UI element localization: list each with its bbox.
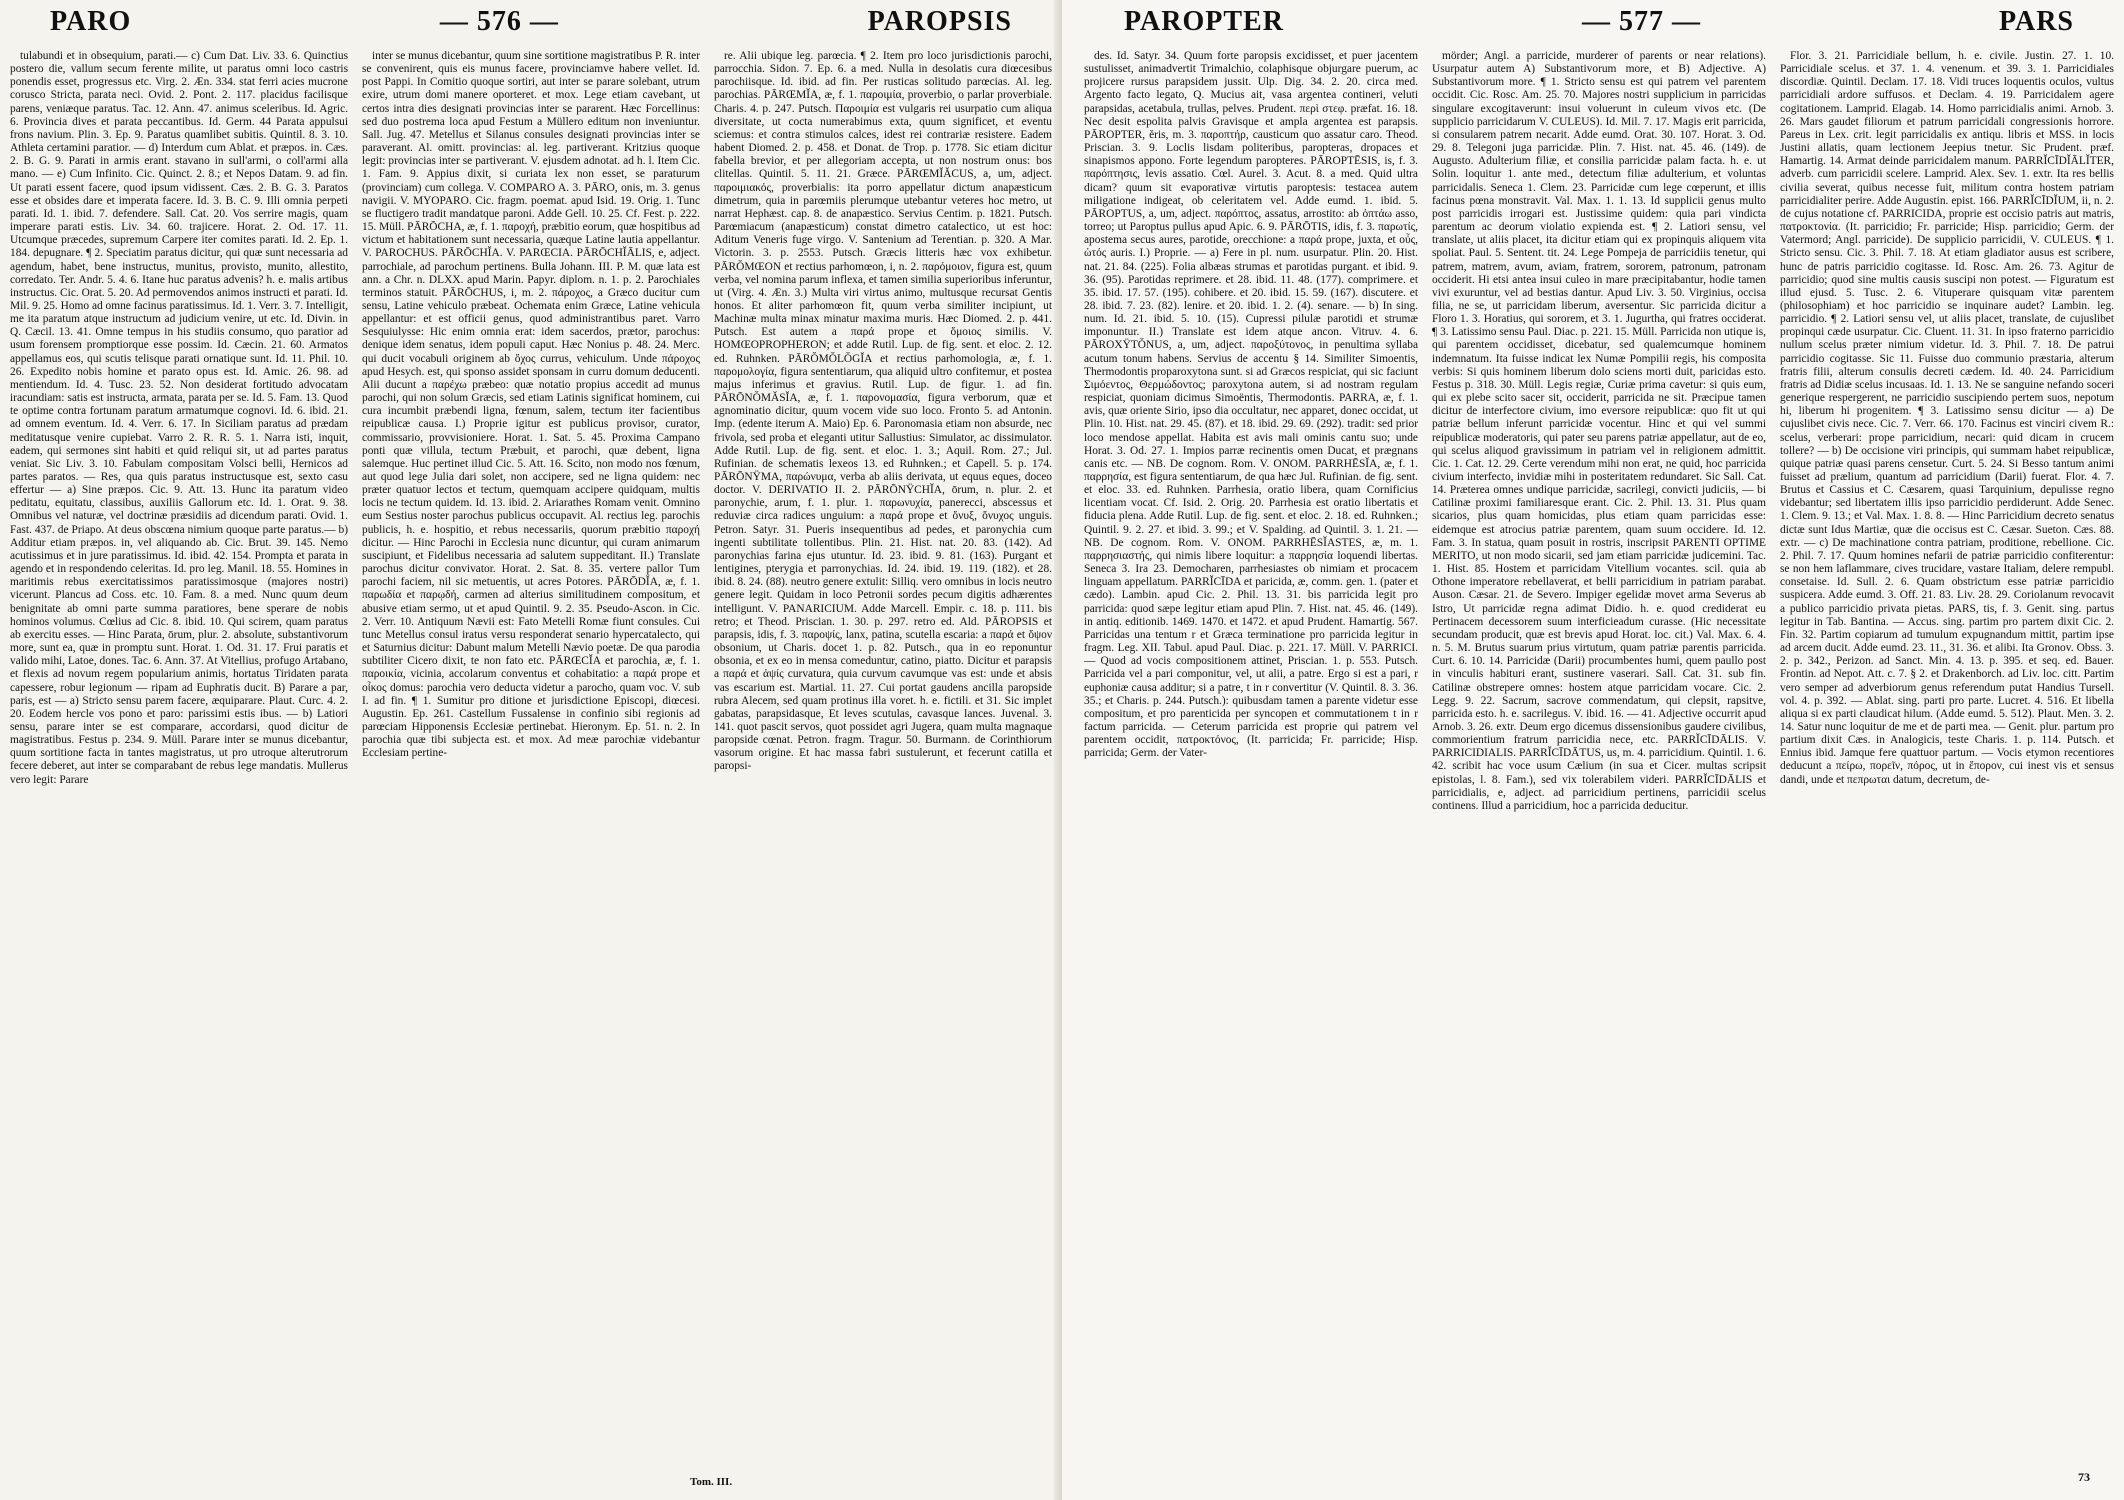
column-text: re. Alii ubique leg. parœcia. ¶ 2. Item pro loco jurisdictionis parochi, parrocchia. Sidon. 7. Ep. 6. a med. Nulla in desolatis cura diœcesibus parochiisque. Id. ibid. ad fin. Per rusticas solitudo parœcias. Al. leg. parochias. PĀRŒMĬA, æ, f. 1. παροιμία, proverbio, o parlar proverbiale. Charis. 4. p. 247. Putsch. Παροιμία est vulgaris rei usurpatio cum aliqua diversitate, ut cocta numerabimus exta, quum significet, et eventu sciemus: et contra stimulos calces, idest rei contrariæ resistere. Eadem habent Diomed. 2. p. 458. et Donat. de Trop. p. 1778. Sic etiam dicitur fabella brevior, et per allegoriam accepta, ut non nostrum onus: bos clitellas. Quintil. 5. 11. 21. Græce. PĀRŒMĬĂCUS, a, um, adject. παροιμιακός, proverbialis: ita porro appellatur dictum anapæsticum dimetrum, quia in parœmiis plerumque utebantur veteres hoc metro, ut narrat Hephæst. cap. 8. de anapæstico. Servius Centim. p. 1821. Putsch. Parœmiacum (anapæsticum) constat dimetro catalectico, ut est hoc: Aditum Veneris fuge virgo. V. Santenium ad Terentian. p. 320. A Mar. Victorin. 3. p. 2553. Putsch. Græcis litteris hæc vox exhibetur. PĀRŎMŒON et rectius parhomœon, i, n. 2. παρόμοιον, figura est, quum verba, vel nomina parum inflexa, et tamen similia superioribus inferuntur, ut (Virg. 4. Æn. 3.) Multa viri virtus animo, multusque recursat Gentis honos. Et aliter parhomœon fit, quum verba similiter incipiunt, ut Machinæ multa minax minatur maxima muris. Hæc Diomed. 2. p. 441. Putsch. Est autem a παρά prope et ὅμοιος similis. V. HOMŒOPROPHERON; et adde Rutil. Lup. de fig. sent. et eloc. 2. 12. ed. Ruhnken. PĀRŎMŎLŎGĬA et rectius parhomologia, æ, f. 1. παρομολογία, figura sententiarum, qua aliquid ultro confitemur, et postea majus inferimus et gravius. Rutil. Lup. de figur. 1. ad fin. PĀRŌNŎMĂSĬA, æ, f. 1. παρονομασία, figura verborum, quæ et agnominatio dicitur, quum vocem vide suo loco. Fronto 5. ad Antonin. Imp. (edente iterum A. Maio) Ep. 6. Paronomasia etiam non absurde, nec frivola, sed proba et eleganti utitur Sallustius: Simulator, ac dissimulator. Adde Rutil. Lup. de fig. sent. et eloc. 1. 3.; Aquil. Rom. 27.; Jul. Rufinian. de schematis lexeos 13. ed Ruhnken.; et Capell. 5. p. 174. PĀRŌNŸMA, παρώνυμα, verba ab aliis derivata, ut equus eques, doceo doctor. V. DERIVATIO II. 2. PĀRŌNŸCHĬA, ōrum, n. plur. 2. et paronychie, arum, f. 1. plur. 1. παρωνυχία, panerecci, abscessus et reduviæ circa radices unguium: a παρά prope et ὄνυξ, ὄνυχος unguis. Petron. Satyr. 31. Pueris insequentibus ad pedes, et paronychia cum ingenti subtilitate tollentibus. Plin. 21. Hist. nat. 20. 83. (142). Ad paronychias farina ejus utuntur. Id. 23. ibid. 9. 81. (163). Purgant et lentigines, pterygia et parronychias. Id. 24. ibid. 19. 119. (182). et 28. ibid. 8. 24. (88). neutro genere extulit: Silliq. vero omnibus in locis neutro genere legit. Quidam in loco Petronii sordes pecum digitis adhærentes intelligunt. V. PANARICIUM. Adde Marcell. Empir. c. 18. p. 111. bis retro; et Theod. Priscian. 1. 30. p. 297. retro ed. Ald. PĀROPSIS et parapsis, idis, f. 3. παροψίς, lanx, patina, scutella escaria: a παρά et ὄψον obsonium, ut Charis. docet 1. p. 82. Putsch., qua in eo reponuntur obsonia, et ex eo in mensa comeduntur, catino, piatto. Dicitur et parapsis a παρά et ἀψίς curvatura, quia curvum cavumque vas est: unde et absis vas escarium est. Martial. 11. 27. Cui portat gaudens ancilla paropside rubra Alecem, sed quam protinus illa voret. h. e. fictili. et 31. Sic implet gabatas, parapsidasque, Et leves scutulas, cavasque lances. Juvenal. 3. 141. quot pascit servos, quot possidet agri Jugera, quam multa magnaque paropside cœnat. Petron. fragm. Tragur. 50. Burmann. de Corinthiorum vasorum origine. Et hac massa fabri sustulerunt, et fecerunt catilla et paropsi- [714,50,1052,773]
column-text: des. Id. Satyr. 34. Quum forte paropsis excidisset, et puer jacentem sustulisset, animadvertit Trimalchio, colaphisque objurgare puerum, ac projicere rursus parapsidem jussit. Ulp. Dig. 34. 2. 20. circa med. Argento facto legato, Q. Mucius ait, vasa argentea contineri, veluti parapsidas, acetabula, trullas, pelves. Prudent. περὶ στεφ. præfat. 16. 18. Nec desit espolita palvis Gravisque et ampla argentea est parapsis. PĀROPTER, ĕris, m. 3. παροπτήρ, causticum quo assatur caro. Theod. Priscian. 3. 9. Loclis lisdam politeribus, paropteras, dropaces et sinapismos appono. Forte legendum paropteres. PĀROPTĒSIS, is, f. 3. παρόπτησις, levis assatio. Cœl. Aurel. 3. Acut. 8. a med. Quid ultra dicam? quum sit evaporativæ virtutis paroptesis: testacea autem miligatione indigeat, ob celeritatem vel. Adde eumd. 1. ibid. 5. PĀROPTUS, a, um, adject. παρόπτος, assatus, arrostito: ab ὀπτάω asso, torreo; ut Paroptus pullus apud Apic. 6. 9. PĀRŌTIS, idis, f. 3. παρωτίς, apostema secus aures, parotide, orecchione: a παρά prope, juxta, et οὖς, ὠτός auris. I.) Proprie. — a) Fere in pl. num. usurpatur. Plin. 20. Hist. nat. 21. 84. (225). Folia albæas strumas et parotidas purgant. et ibid. 9. 36. (95). Parotidas reprimere. et 28. ibid. 11. 48. (177). comprimere. et 35. ibid. 17. 57. (195). cohibere. et 20. ibid. 15. 59. (167). discutere. et 28. ibid. 7. 23. (82). lenire. et 20. ibid. 1. 2. (4). senare. — b) In sing. num. Id. 21. ibid. 5. 10. (15). Cupressi pilulæ parotidi et strumæ imponuntur. II.) Translate est idem atque ancon. Vitruv. 4. 6. PĀROXŸTŎNUS, a, um, adject. παροξύτονος, in penultima syllaba acutum tonum habens. Servius de accentu § 14. Similiter Simoentis, Thermodontis proparoxytona sunt. si ad Græcos respiciat, qui sic faciunt Σιμόεντος, Θερμώδοντος; paroxytona autem, si ad nostram regulam respiciat, quoniam dicimus Simoëntis, Thermodontis. PARRA, æ, f. 1. avis, quæ oriente Sirio, ipso dia occultatur, nec apparet, donec occidat, ut Plin. 10. Hist. nat. 29. 45. (87). et 18. ibid. 29. 69. (292). tradit: sed prior loco mendose appellat. Habita est avis mali ominis cantu suo; unde Horat. 3. Od. 27. 1. Impios parræ recinentis omen Ducat, et prægnans canis etc. — NB. De cognom. Rom. V. ONOM. PARRHĒSĬA, æ, f. 1. παρρησία, est figura sententiarum, de qua hæc Jul. Rufinian. de fig. sent. et eloc. 33. ed. Ruhnken. Parrhesia, oratio libera, quam Cornificius licentiam vocat. Cf. Isid. 2. Orig. 20. Parrhesia est oratio libertatis et fiducia plena. Adde Rutil. Lup. de fig. sent. et eloc. 2. 18. ed. Ruhnken.; Quintil. 9. 2. 27. et ibid. 3. 99.; et V. Spalding. ad Quintil. 3. 1. 21. — NB. De cognom. Rom. V. ONOM. PARRHĒSĬASTES, æ, m. 1. παρρησιαστής, qui nimis libere loquitur: a παρρησία loquendi libertas. Seneca 3. Ira 23. Democharen, parrhesiastes ob nimiam et procacem linguam appellatum. PARRĬCĪDA et paricida, æ, comm. gen. 1. (pater et cædo). Lambin. apud Cic. 2. Phil. 13. 31. bis parricida legit pro parricida: quod sæpe legitur etiam apud Plin. 7. Hist. nat. 45. 46. (149). in antiq. editionib. 1469. 1470. et 1472. et apud Prudent. Hamartig. 567. Parricidas una tentum r et Græca terminatione pro parricida legitur in fragm. Leg. XII. Tabul. apud Paul. Diac. p. 221. 17. Müll. V. PARRICI. — Quod ad vocis compositionem attinet, Priscian. 1. p. 553. Putsch. Parricida vel a pari componitur, vel, ut alii, a patre. Ergo si est a pari, r euphoniæ causa additur; si a patre, t in r convertitur (V. Quintil. 8. 3. 36. 35.; et Charis. p. 244. Putsch.): quibusdam tamen a parente videtur esse compositum, et pro parenticida per syncopen et commutationem t in r factum parricida. — Ceterum parricida est proprie qui patrem vel parentem occidit, πατροκτόνος, (It. parricida; Fr. parricide; Hisp. parricida; Germ. der Vater- [1084,50,1418,760]
column-text: tulabundi et in obsequium, parati.— c) Cum Dat. Liv. 33. 6. Quinctius postero die, vallum secum ferente milite, ut paratus omni loco castris ponendis esset, progressus etc. Virg. 2. Æn. 334. stat ferri acies mucrone corusco Stricta, parata neci. Ovid. 2. Pont. 2. 117. placidus facilisque parens, veniæque paratus. Tac. 12. Ann. 47. animus sceleribus. Id. Agric. 6. Provincia dives et parata peccantibus. Id. Germ. 44 Parata appulsui frons navium. Plin. 3. Ep. 9. Paratus quamlibet subitis. Quintil. 8. 3. 10. Athleta certamini paratior. — d) Interdum cum Ablat. et præpos. in. Cæs. 2. B. G. 9. Parati in armis erant. stavano in sull'armi, o coll'armi alla mano. — e) Cum Infinito. Cic. Quinct. 2. 8.; et Nepos Datam. 9. ad fin. Ut parati essent facere, quod ipsum vidissent. Cæs. 2. B. G. 3. Paratos esse et obsides dare et imperata facere. Id. 3. B. C. 9. Illi omnia perpeti parati. Id. 1. ibid. 7. defendere. Sall. Cat. 20. Vos serrire magis, quam imperare parati estis. Liv. 34. 60. trajicere. Horat. 2. Od. 17. 11. Utcumque præcedes, supremum Carpere iter comites parati. Id. 2. Ep. 1. 184. depugnare. ¶ 2. Speciatim paratus dicitur, qui quæ sunt necessaria ad agendum, habet, bene instructus, munitus, provisto, munito, allestito, corredato. Ter. Andr. 5. 4. 6. Itane huc paratus advenis? h. e. malis artibus instructus. Cic. Orat. 5. 20. Ad permovendos animos instructi et parati. Id. Mil. 9. 25. Homo ad omne facinus paratissimus. Id. 1. Verr. 3. 7. Intelligit, me ita paratum atque instructum ad judicium venire, ut etc. Id. Divin. in Q. Cæcil. 13. 41. Omne tempus in his studiis consumo, quo paratior ad usum forensem promptiorque esse possim. Id. Cæcin. 21. 60. Armatos appellamus eos, qui scutis telisque parati ornatique sunt. Id. 11. Phil. 10. 26. Expedito nobis homine et parato opus est. Id. Amic. 26. 98. ad mentiendum. Id. 4. Tusc. 23. 52. Non desiderat fortitudo advocatam iracundiam: satis est instructa, armata, parata per se. Id. 5. Fam. 13. Quod te optime contra fortunam paratum armatumque cognovi. Id. 6. ibid. 21. ad omnem eventum. Id. 4. Verr. 6. 17. In Siciliam paratus ad prædam meditatusque venire cupiebat. Varro 2. R. R. 5. 1. Narra isti, inquit, eadem, qui sermones sint habiti et quid reliqui sit, ut ad partes paratus veniat. Sic Liv. 3. 10. Fabulam compositam Volsci belli, Hernicos ad partes paratos. — Res, qua quis paratus instructusque est, sexto casu effertur — a) Sine præpos. Cic. 9. Att. 13. Hunc ita paratum video peditatu, equitatu, classibus, auxiliis Gallorum etc. Id. 1. Orat. 9. 38. Omnibus vel naturæ, vel doctrinæ præsidiis ad dicendum parati. Ovid. 1. Fast. 437. de Priapo. At deus obscœna nimium quoque parte paratus.— b) Additur etiam præpos. in, vel aliquando ab. Cic. Brut. 39. 145. Nemo acutissimus et in jure paratissimus. Id. ibid. 42. 154. Prompta et parata in agendo et in respondendo celeritas. Id. pro leg. Manil. 18. 55. Homines in maritimis rebus exercitatissimos paratissimosque (majores nostri) vicerunt. Plancus ad Coss. etc. 10. Fam. 8. a med. Nunc quum deum benignitate ab omni parte summa paratiores, bene sperare de nobis hominos volumus. Cœlius ad Cic. 8. ibid. 10. Qui scirem, quam paratus ab exercitu esses. — Hinc Parata, ōrum, plur. 2. absolute, substantivorum more, sunt ea, quæ in promptu sunt. Horat. 1. Od. 31. 17. Frui paratis et valido mihi, Latoe, dones. Tac. 6. Ann. 37. At Vitellius, profugo Artabano, et flexis ad novum regem popularium animis, hortatus Tiridaten parata capessere, robur legionum — ripam ad Euphratis ducit. B) Parare a par, paris, est — a) Stricto sensu parem facere, æquiparare. Plaut. Curc. 4. 2. 20. Eodem hercle vos pono et paro: parissimi estis ibus. — b) Latiori sensu, parare inter se est comparare, accordarsi, quod dicitur de magistratibus. Festus p. 234. 9. Müll. Parare inter se munus dicebantur, quum sortitione facta in tantes magistratus, ut pro utroque alterutrorum fecere deberet, aut inter se comparabant de rebus lege mandatis. Mullerus vero legit: Parare [10,50,348,786]
left-column-2 [362,50,700,1480]
left-page-columns [10,50,1052,1480]
column-text: Flor. 3. 21. Parricidiale bellum, h. e. civile. Justin. 27. 1. 10. Parricidiale scelus. et 37. 1. 4. venenum. et 39. 3. 1. Parricidiales discordiæ. Quintil. Declam. 17. 18. Vidi truces loquentis oculos, vultus parricidiali ardore suffusos. et Declam. 4. 19. Parricidalem agere cogitationem. Lamprid. Elagab. 14. Homo parricidialis animi. Arnob. 3. 26. Mars gaudet filiorum et patrum parricidali congressionis horrore. Pareus in Lex. crit. legit parricidalis ex antiqu. libris et MSS. in locis Justini allatis, quam lectionem Jeepius tnetur. Sic Prudent. præf. Hamartig. 14. Armat deinde parricidalem manum. PARRĬCĪDĬĀLĬTER, adverb. cum parricidii scelere. Lamprid. Alex. Sev. 1. extr. Ita res bellis civilia severat, quibus necesse fuit, militum contra hostem patriam parricidialiter perire. Adde Augustin. epist. 166. PARRĬCĪDĬUM, ii, n. 2. de cujus notatione cf. PARRICIDA, proprie est occisio patris aut matris, πατροκτονία. (It. parricidio; Fr. parricide; Hisp. parricidio; Germ. der Vatermord; Angl. parricide). De supplicio parricidii, V. CULEUS. ¶ 1. Stricto sensu. Cic. 3. Phil. 7. 18. At etiam gladiator ausus est scribere, hunc de patris parricidio cogitasse. Id. Rosc. Am. 26. 73. Agitur de parricidio; quod sine multis causis suscipi non potest. — Figuratum est illud ejusd. 5. Tusc. 2. 6. Vituperare quisquam vitæ parentem (philosophiam) et hoc parricidio se inquinare audet? Lambin. leg. parricidio. ¶ 2. Latiori sensu vel, ut aliis placet, translate, de cujuslibet propinqui cæde usurpatur. Cic. Cluent. 11. 31. In ipso fraterno parricidio nullum scelus præter nimium videtur. Id. 3. Phil. 7. 18. De patrui parricidio cogitasse. Sic 11. Fuisse duo communio præstaria, alterum fratris filii, alterum consulis decreti cædem. Id. 40. 24. Parricidium fratris ad Didiæ scelus incusaas. Id. 1. 13. Ne se sanguine nefando soceri generique respergerent, ne parricidio suscipiendo pertem suos, nepotum hi, liberum hi progenitem. ¶ 3. Latissimo sensu dicitur — a) De cujuslibet civis nece. Cic. 7. Verr. 66. 170. Facinus est vinciri civem R.: scelus, verberari: prope parricidium, necari: quid dicam in crucem tollere? — b) De occisione viri principis, qui summam habet reipublicæ, quique patriæ quasi parens censetur. Curt. 5. 24. Si Besso tantum animi fuisset ad prælium, quantum ad parricidium (Darii) fuerat. Flor. 4. 7. Brutus et Cassius et C. Cæsarem, quasi Tarquinium, depulisse regno videbantur; sed libertatem illis ipso parricidio perdiderunt. Adde Senec. 1. Clem. 9. 13.; et Val. Max. 1. 8. 8. — Hinc Parricidium decreto senatus dictæ sunt Idus Martiæ, quæ die occisus est C. Cæsar. Sueton. Cæs. 88. extr. — c) De machinatione contra patriam, proditione, rebellione. Cic. 2. Phil. 7. 17. Quum homines nefarii de patriæ parricidio confiterentur: se non hem laflammare, cives trucidare, vastare Italiam, delere rempubl. consetaise. Id. Sull. 2. 6. Quam obstrictum esse patriæ parricidio suspicera. Adde eumd. 3. Off. 21. 83. Liv. 28. 29. Coriolanum revocavit a publico parricidio privata pietas. PARS, tis, f. 3. Genit. sing. partus legitur in Tab. Bantina. — Accus. sing. partim pro partem dixit Cic. 2. Fin. 32. Partim copiarum ad tumulum expugnandum mittit, partim ipse ad arcem ducit. Adde eumd. 23. 11., 31. 36. et alibi. Ita Gronov. Obss. 3. 2. p. 342., Perizon. ad Sanct. Min. 4. 13. p. 395. et seq. ed. Bauer. Frontin. ad Nepot. Att. c. 7. § 2. et Drakenborch. ad Liv. loc. citt. Partim vero semper ad adverbiorum genus referendum putat Handius Tursell. vol. 4. p. 392. — Ablat. sing. parti pro parte. Lucret. 4. 516. Et libella aliqua si ex parti claudicat hilum. (Adde eumd. 5. 512). Plaut. Men. 3. 2. 14. Satur nunc loquitur de me et de parti mea. — Genit. plur. partum pro partium dixit Cæs. in Analogicis, teste Charis. 1. p. 114. Putsch. et Ennius ibid. Jamque fere quattuor partum. — Vocis etymon recentiores deducunt a πείρω, πορεῖν, πόρος, ut in ἔπορον, cui inest vis et sensus dandi, unde et πεπρωται datum, decretum, de- [1780,50,2114,786]
column-text: mörder; Angl. a parricide, murderer of parents or near relations). Usurpatur autem A) Substantivorum more, et B) Adjective. A) Substantivorum more. ¶ 1. Stricto sensu est qui patrem vel parentem occidit. Cic. Rosc. Am. 25. 70. Majores nostri supplicium in parricidas singulare excogitaverunt: insui voluerunt in culeum vivos etc. (De supplicio parricidarum V. CULEUS). Id. Mil. 7. 17. Magis erit parricida, si consularem patrem necarit. Adde eumd. Orat. 30. 107. Horat. 3. Od. 29. 8. Telegoni juga parricidæ. Plin. 7. Hist. nat. 45. 46. (149). de Augusto. Adulterium filiæ, et consilia parricidæ palam facta. h. e. ut Solin. loquitur 1. ante med., detectum filiæ adulterium, et voluntas parricidalis. Seneca 1. Clem. 23. Parricidæ cum lege cœperunt, et illis facinus pœna monstravit. Val. Max. 1. 1. 13. Id supplicii genus multo post parricidis irrogari est. Justissime quidem: quia pari vindicta parentum ac deorum violatio expienda est. ¶ 2. Latiori sensu, vel translate, ut aliis placet, ita dicitur etiam qui ex propinquis aliquem vita spoliat. Paul. 5. Sentent. tit. 24. Lege Pompeja de parricidiis tenetur, qui patrem, matrem, avum, aviam, fratrem, sororem, patronum, patronam occiderit. Hi etsi antea insui culeo in mare præcipitabantur, hodie tamen vivi exuruntur, vel ad bestias dantur. Apud Liv. 3. 50. Virginius, occisa filia, ne se, ut parricidam liberum, aversentur. Sic parricida dicitur a Floro 1. 3. Horatius, qui sororem, et 3. 1. Jugurtha, qui fratres occiderat. ¶ 3. Latissimo sensu Paul. Diac. p. 221. 15. Müll. Parricida non utique is, qui parentem occidisset, dicebatur, sed qualemcumque hominem indemnatum. Ita fuisse indicat lex Numæ Pompilii regis, his composita verbis: Si quis hominem liberum dolo sciens morti duit, paricidas esto. Festus p. 318. 30. Müll. Legis regiæ, Curiæ prima cavetur: si quis eum, qui ex plebe scito sacer sit, occiderit, parricida ne sit. Præcipue tamen dicitur de interfectore civium, imo eversore reipublicæ: quo fit ut qui patriæ bellum inferunt parricidæ vocentur. Hinc et qui vel summi reipublicæ moderatoris, qui pater seu parens patriæ appellatur, aut de eo, qui scelus aliquod gravissimum in patriam vel in religionem admittit. Cic. 1. Cat. 12. 29. Certe verendum mihi non erat, ne quid, hoc parricida civium interfecto, invidiæ mihi in posteritatem redundaret. Sic Sall. Cat. 14. Præterea omnes undique parricidæ, sacrilegi, convicti judiciis, — bi Catilinæ proximi familiaresque erant. Cic. 2. Phil. 13. 31. Plus quam sicarios, plus quam homicidas, plus etiam quam parricidas esse: eidemque est atrocius patriæ parentem, quam suum occidere. Id. 12. Fam. 3. In statua, quam posuit in rostris, inscripsit PARENTI OPTIME MERITO, ut non modo sicarii, sed jam etiam parricidæ judicemini. Tac. 1. Hist. 85. Hostem et parricidam Vitellium vocantes. scil. quia ab Othone imperatore rebellaverat, et belli parricidium in patriam parabat. Auson. Cæsar. 21. de Severo. Impiger egelidæ movet arma Severus ab Istro, Ut parricidæ regna adimat Didio. h. e. quod crediderat eu Pertinacem decessorem suum interficieadum curasse. (Hic necessitate secundam producit, quæ est brevis apud Horat. loc. cit.) Val. Max. 6. 4. n. 5. M. Brutus suarum prius virtutum, quam patriæ parentis parricida. Curt. 6. 10. 14. Parricidæ (Darii) procumbentes humi, quem paullo post in vinculis habituri erant, sustinere vaserari. Sall. Cat. 31. sub fin. Catilinæ obstrepere omnes: hostem atque parricidam vocare. Cic. 2. Legg. 9. 22. Sacrum, sacrove commendatum, qui clepsit, rapsitve, parricida esto. h. e. sacrilegus. V. ibid. 16. — 41. Adjective occurrit apud Arnob. 3. 26. extr. Deum ergo dicemus dissensionibus gaudere civilibus, commorientium fratrum parricidia nece, etc. PARRĬCĪDĀLIS. V. PARRICIDIALIS. PARRĬCĪDĀTUS, us, m. 4. parricidium. Quintil. 1. 6. 42. scribit hac voce usum Cælium (in sua et Cicer. multas scripsit epistolas, l. 8. Fam.), sed vix tolerabilem videri. PARRĬCĪDĀLIS et parricidialis, e, adject. ad parricidium pertinens, parricidii scelus continens. Illud a parricidium, hoc a parricida deducitur. [1432,50,1766,812]
column-text: inter se munus dicebantur, quum sine sortitione magistratibus P. R. inter se convenirent, quis eis munus facere, provinciamve habere vellet. Id. post Pappi. In Comitio quoque sortiri, aut inter se parare solebant, utrum exire, utrum domi manere oporteret. et mox. Lege etiam cavebant, ut certos intra dies designati provincias inter se pararent. Hæc Forcellinus: sed duo postrema loca apud Festum a Müllero editum non inveniuntur. Sall. Jug. 47. Metellus et Silanus consules designati provincias inter se paraverant. Al. omitt. provincias: al. leg. partiverant. Kritzius quoque legit: provincias inter se partiverant. V. ejusdem adnotat. ad h. l. Item Cic. 1. Fam. 9. Appius dixit, si curiata lex non esset, se paraturum (provinciam) cum collega. V. COMPARO A. 3. PĀRO, onis, m. 3. genus navigii. V. MYOPARO. Cic. fragm. poemat. apud Isid. 19. Orig. 1. Tunc se fluctigero tradit mandatque paroni. Adde Gell. 10. 25. Cf. Fest. p. 222. 15. Müll. PĀRŌCHA, æ, f. 1. παροχή, præbitio eorum, quæ hospitibus ad victum et habitationem sunt necessaria, quæque Latine lautia appellantur. V. PAROCHUS. PĀRŌCHĬA. V. PARŒCIA. PĀRŌCHĬĀLIS, e, adject. parrochiale, ad parochum pertinens. Bulla Johann. III. P. M. quæ lata est ann. a Chr. n. DLXX. apud Marin. Papyr. diplom. n. 1. p. 2. Parochiales terminos statuit. PĀRŌCHUS, i, m. 2. πάροχος, a Græco ducitur cum sensu, Latine vehiculo præbeat. Ochemata enim Græce, Latine vehicula appellantur: et est officii genus, quod administrantibus paret. Varro Sesquiulysse: Hic enim omnia erat: idem sacerdos, prætor, parochus: denique idem senatus, idem populi caput. Hæc Nonius p. 48. 24. Merc. qui ducit vocabuli originem ab ὄχος currus, vehiculum. Unde πάροχος apud Hesych. est, qui sponso assidet sponsam in curru domum deducenti. Alii ducunt a παρέχω præbeo: quæ notatio propius accedit ad munus parochi, qui non solum Græcis, sed etiam Latinis significat hominem, cui cura incumbit præbendi ligna, fœnum, salem, tectum iter facientibus reipublicæ causa. I.) Proprie igitur est publicus provisor, curator, commissario, provvisioniere. Horat. 1. Sat. 5. 45. Proxima Campano ponti quæ villula, tectum Præbuit, et parochi, quæ debent, ligna salemque. Huc pertinet illud Cic. 5. Att. 16. Scito, non modo nos fœnum, aut quod lege Julia dari solet, non accipere, sed ne ligna quidem: nec præter quatuor lectos et tectum, quemquam accipere quidquam, multis locis ne tectum quidem. Id. 13. ibid. 2. Ariarathes Romam venit. Omnino eum Sestius noster parochus publicus occupavit. Al. rectius leg. parochis publicis, h. e. hospitio, et rebus necessariis, quorum præbitio παροχή dicitur. — Hinc Parochi in Ecclesia nunc dicuntur, qui curam animarum suscipiunt, et Fidelibus necessaria ad salutem suppeditant. II.) Translate parochus dicitur convivator. Horat. 2. Sat. 8. 35. vertere pallor Tum parochi faciem, nil sic metuentis, ut acres Potores. PĀRŌDĬA, æ, f. 1. παρωδία et παρῳδή, carmen ad alterius similitudinem compositum, et abusive etiam sermo, ut et apud Quintil. 9. 2. 35. Pseudo-Ascon. in Cic. 2. Verr. 10. Antiquum Nævii est: Fato Metelli Romæ fiunt consules. Cui tunc Metellus consul iratus versu responderat senario hypercatalecto, qui et Saturnius dicitur: Dabunt malum Metelli Nævio poetæ. De qua parodia subtiliter Cicero dixit, te non fato etc. PĀRŒCĬA et parochia, æ, f. 1. παροικία, vicinia, accolarum conventus et cohabitatio: a παρά prope et οἶκος domus: parochia vero deducta videtur a parocho, quam voc. V. sub I. ad fin. ¶ 1. Sumitur pro ditione et jurisdictione Episcopi, diœcesi. Augustin. Ep. 261. Castellum Fussalense in confinio sibi regionis ad parœciam Hipponensis Ecclesiæ pertinebat. Hieronym. Ep. 51. n. 2. In parochia quæ tibi subjecta est. et mox. Ad meæ parochiæ videbantur Ecclesiam pertine- [362,50,700,760]
signature-mark: 73 [2078,1470,2090,1484]
right-page-columns [1084,50,2114,1480]
right-header-last-word: PARS [1998,6,2074,37]
right-column-3 [1780,50,2114,1480]
left-page-header [10,6,1052,50]
right-column-2 [1432,50,1766,1480]
right-column-1 [1084,50,1418,1480]
left-column-1 [10,50,348,1480]
left-header-first-word: PARO [50,6,132,37]
right-page-number: — 577 — [1581,6,1701,37]
left-header-last-word: PAROPSIS [867,6,1012,37]
volume-footer: Tom. III. [690,1476,733,1488]
right-page [1062,0,2124,1500]
left-column-3 [714,50,1052,1480]
right-header-first-word: PAROPTER [1124,6,1284,37]
right-page-header [1084,6,2114,50]
left-page-number: — 576 — [439,6,559,37]
